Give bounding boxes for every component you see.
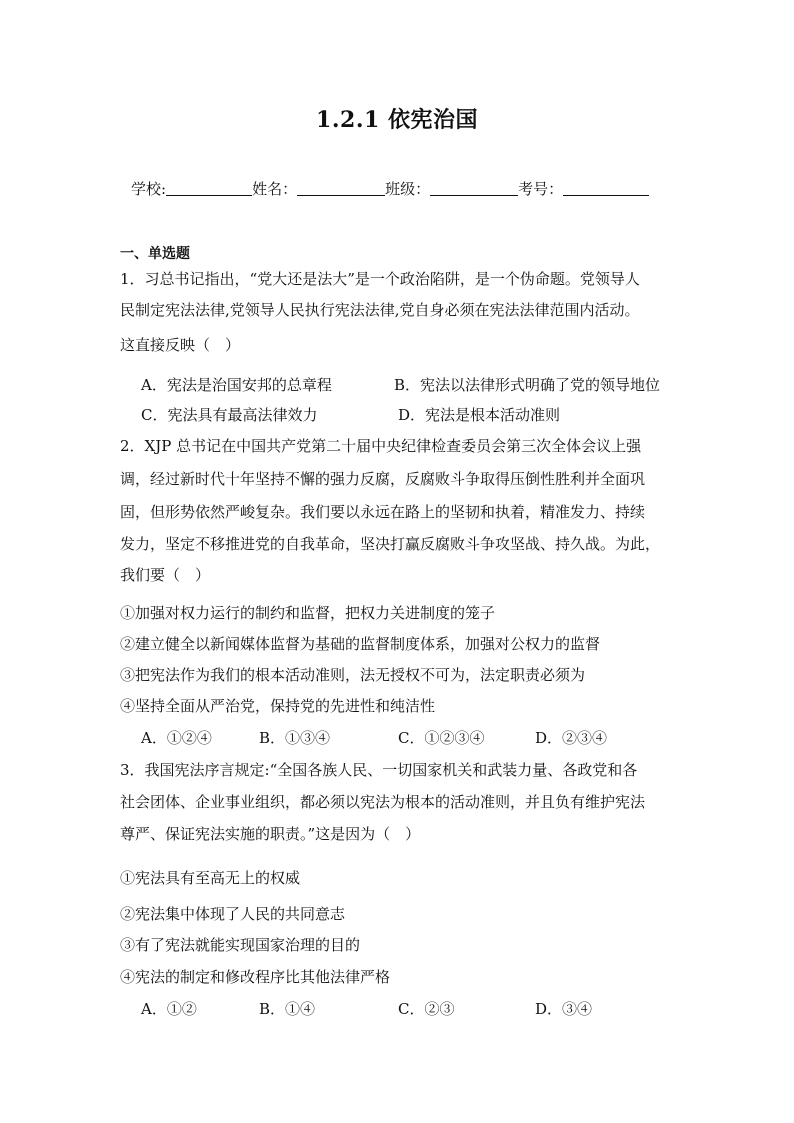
q3-statement-1: ①宪法具有至高无上的权威 <box>120 869 301 887</box>
school-blank[interactable] <box>166 181 252 196</box>
q2-statement-1: ①加强对权力运行的制约和监督，把权力关进制度的笼子 <box>120 604 496 622</box>
q3-option-c[interactable]: C．②③ <box>398 1000 455 1018</box>
q2-stem-line4: 发力，坚定不移推进党的自我革命，坚决打赢反腐败斗争攻坚战、持久战。为此， <box>120 535 661 553</box>
q3-stem-line1: 3．我国宪法序言规定:“全国各族人民、一切国家机关和武装力量、各政党和各 <box>120 761 638 779</box>
q3-option-b[interactable]: B．①④ <box>259 1000 316 1018</box>
name-blank[interactable] <box>297 181 385 196</box>
section-title: 一、单选题 <box>120 246 190 262</box>
class-blank[interactable] <box>430 181 518 196</box>
q1-stem-line1: 1．习总书记指出，“党大还是法大”是一个政治陷阱，是一个伪命题。党领导人 <box>120 270 640 288</box>
q2-statement-3: ③把宪法作为我们的根本活动准则，法无授权不可为，法定职责必须为 <box>120 666 586 684</box>
q3-option-a[interactable]: A．①② <box>141 1000 197 1018</box>
q1-option-d[interactable]: D．宪法是根本活动准则 <box>398 406 561 424</box>
q2-option-a[interactable]: A．①②④ <box>141 729 212 747</box>
q2-stem-line1: 2．XJP 总书记在中国共产党第二十届中央纪律检查委员会第三次全体会议上强 <box>120 437 642 455</box>
q2-stem-line2: 调，经过新时代十年坚持不懈的强力反腐，反腐败斗争取得压倒性胜利并全面巩 <box>120 470 646 488</box>
q2-option-c[interactable]: C．①②③④ <box>398 729 485 747</box>
page-title: 1.2.1 依宪治国 <box>316 107 478 133</box>
q2-option-d[interactable]: D．②③④ <box>535 729 608 747</box>
q2-statement-2: ②建立健全以新闻媒体监督为基础的监督制度体系，加强对公权力的监督 <box>120 635 601 653</box>
q3-stem-line2: 社会团体、企业事业组织，都必须以宪法为根本的活动准则，并且负有维护宪法 <box>120 793 646 811</box>
q3-statement-3: ③有了宪法就能实现国家治理的目的 <box>120 936 361 954</box>
q1-stem-line3: 这直接反映（ ） <box>120 336 241 354</box>
q1-option-c[interactable]: C．宪法具有最高法律效力 <box>141 406 318 424</box>
exam-no-blank[interactable] <box>563 181 649 196</box>
q1-stem-line2: 民制定宪法法律,党领导人民执行宪法法律,党自身必须在宪法法律范围内活动。 <box>120 301 640 319</box>
q2-stem-line5: 我们要（ ） <box>120 566 211 584</box>
q3-stem-line3: 尊严、保证宪法实施的职责。”这是因为（ ） <box>120 825 421 843</box>
student-info-row <box>131 178 649 199</box>
q2-option-b[interactable]: B．①③④ <box>259 729 331 747</box>
q3-statement-4: ④宪法的制定和修改程序比其他法律严格 <box>120 968 391 986</box>
school-label: 学校: <box>131 180 167 198</box>
q3-statement-2: ②宪法集中体现了人民的共同意志 <box>120 905 346 923</box>
name-label: 姓名： <box>252 180 298 198</box>
q1-option-b[interactable]: B．宪法以法律形式明确了党的领导地位 <box>394 376 661 394</box>
exam-no-label: 考号： <box>518 180 564 198</box>
q2-stem-line3: 固，但形势依然严峻复杂。我们要以永远在路上的坚韧和执着，精准发力、持续 <box>120 503 646 521</box>
class-label: 班级： <box>385 180 431 198</box>
q1-option-a[interactable]: A．宪法是治国安邦的总章程 <box>141 376 332 394</box>
q2-statement-4: ④坚持全面从严治党，保持党的先进性和纯洁性 <box>120 697 436 715</box>
q3-option-d[interactable]: D．③④ <box>535 1000 593 1018</box>
